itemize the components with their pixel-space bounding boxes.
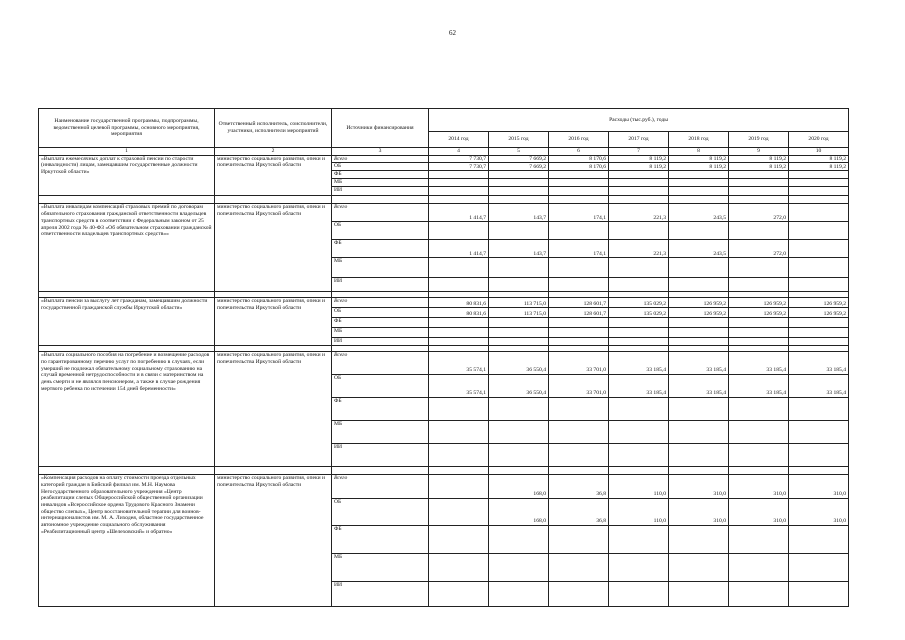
header-index: 9 (729, 148, 789, 156)
expense-value (429, 421, 489, 444)
expense-value (429, 444, 489, 467)
expense-value (429, 328, 489, 338)
spacer-cell (39, 467, 215, 475)
expense-value (489, 328, 549, 338)
funding-source: ИИ (332, 338, 429, 346)
expense-value (489, 526, 549, 554)
funding-source: Всего (332, 475, 429, 499)
header-index-row (39, 148, 849, 156)
expense-value: 36,8 (549, 499, 609, 526)
funding-source: ФБ (332, 171, 429, 179)
expense-value (729, 526, 789, 554)
expense-value (729, 187, 789, 196)
header-year: 2016 год (549, 132, 609, 148)
expense-value (789, 554, 849, 582)
spacer-cell (429, 467, 489, 475)
expense-value (429, 258, 489, 278)
spacer-cell (729, 196, 789, 204)
spacer-cell (429, 196, 489, 204)
executor: министерство социального развития, опеки и попечительства Иркутской области (215, 352, 332, 467)
spacer-cell (609, 467, 669, 475)
spacer-row (39, 196, 849, 204)
funding-source: ИИ (332, 444, 429, 467)
expense-value: 126 959,2 (669, 308, 729, 318)
expense-value (669, 582, 729, 607)
expense-value: 80 831,6 (429, 308, 489, 318)
expense-value (489, 398, 549, 421)
expense-value (429, 554, 489, 582)
header-index: 8 (669, 148, 729, 156)
expense-value: 310,0 (789, 499, 849, 526)
expense-value (429, 222, 489, 240)
expense-value (729, 421, 789, 444)
funding-source: МБ (332, 554, 429, 582)
expense-value: 1 414,7 (429, 204, 489, 222)
executor: министерство социального развития, опеки и попечительства Иркутской области (215, 204, 332, 292)
header-index: 10 (789, 148, 849, 156)
expense-value (489, 179, 549, 187)
expense-value: 143,7 (489, 240, 549, 258)
spacer-cell (215, 196, 332, 204)
spacer-cell (39, 196, 215, 204)
header-executor: Ответственный исполнитель, соисполнители, участники, исполнители мероприятий (215, 109, 332, 148)
spacer-row (39, 467, 849, 475)
expense-value (789, 398, 849, 421)
expense-value (549, 582, 609, 607)
expense-value: 126 959,2 (669, 298, 729, 308)
expense-value (549, 421, 609, 444)
expense-value (489, 582, 549, 607)
expense-value: 143,7 (489, 204, 549, 222)
expense-value: 272,0 (729, 240, 789, 258)
expense-value: 8 119,2 (789, 155, 849, 163)
expense-value: 310,0 (729, 499, 789, 526)
funding-source: Всего (332, 352, 429, 375)
expense-value (669, 398, 729, 421)
expense-value (429, 318, 489, 328)
expense-value: 35 574,1 (429, 352, 489, 375)
header-index: 4 (429, 148, 489, 156)
header-year: 2020 год (789, 132, 849, 148)
expense-value (789, 421, 849, 444)
expense-value: 310,0 (789, 475, 849, 499)
expense-value: 243,5 (669, 204, 729, 222)
expense-value (429, 526, 489, 554)
expense-value (729, 398, 789, 421)
spacer-cell (669, 467, 729, 475)
expense-value: 126 959,2 (789, 308, 849, 318)
expense-value (489, 171, 549, 179)
measure-name: «Компенсация расходов на оплату стоимости проезда отдельных категорий граждан в Бийский филиал им. М.Н. Наумова Негосударственного образовательного учреждения «Центр реабилитации слепых Общероссийской общественной организации инвалидов «Всероссийское ордена Трудового Красного Знамени общество слепых», Центр восстановительной терапии для воинов-интернационалистов им. М. А. Лиходея, областное государственное автономное учреждение социального обслуживания «Реабилитационный центр «Шелеховский» и обратно» (39, 475, 215, 607)
funding-source: МБ (332, 328, 429, 338)
header-index: 2 (215, 148, 332, 156)
expense-value (669, 179, 729, 187)
executor: министерство социального развития, опеки и попечительства Иркутской области (215, 475, 332, 607)
table-row (39, 204, 849, 222)
header-index: 1 (39, 148, 215, 156)
expense-value (789, 318, 849, 328)
expense-value: 8 170,6 (549, 163, 609, 171)
funding-source: Всего (332, 155, 429, 163)
expense-value: 33 185,4 (669, 375, 729, 398)
spacer-cell (489, 467, 549, 475)
expense-value (669, 187, 729, 196)
expense-value (609, 554, 669, 582)
expense-value (669, 222, 729, 240)
expense-value (549, 171, 609, 179)
expense-value: 126 959,2 (729, 308, 789, 318)
expense-value (789, 204, 849, 222)
expense-value (549, 554, 609, 582)
expense-value (729, 582, 789, 607)
expense-value (729, 179, 789, 187)
funding-source: ИИ (332, 582, 429, 607)
header-name: Наименование государственной программы, подпрограммы, ведомственной целевой программы, основного мероприятия, мероприятия (39, 109, 215, 148)
expense-value (429, 187, 489, 196)
expense-value (789, 179, 849, 187)
expense-value (489, 258, 549, 278)
expense-value: 8 119,2 (669, 155, 729, 163)
expense-value: 110,0 (609, 499, 669, 526)
expense-value (669, 278, 729, 292)
expense-value: 7 730,7 (429, 155, 489, 163)
expense-value (669, 318, 729, 328)
expense-value (669, 338, 729, 346)
header-index: 6 (549, 148, 609, 156)
header-year: 2019 год (729, 132, 789, 148)
table-row (39, 298, 849, 308)
expense-value (729, 258, 789, 278)
expense-value (549, 328, 609, 338)
expense-value (789, 338, 849, 346)
header-row-1 (39, 109, 849, 132)
measure-name: «Выплата ежемесячных доплат к страховой пенсии по старости (инвалидности) лицам, замещавшим государственные должности Иркутской области» (39, 155, 215, 196)
expense-value (729, 278, 789, 292)
table-row (39, 475, 849, 499)
expense-value (729, 554, 789, 582)
funding-source: МБ (332, 179, 429, 187)
expense-value: 7 669,2 (489, 155, 549, 163)
expense-value (489, 222, 549, 240)
funding-source: ФБ (332, 318, 429, 328)
expense-value: 174,1 (549, 240, 609, 258)
expense-value: 135 029,2 (609, 298, 669, 308)
expense-value (789, 240, 849, 258)
expense-value: 80 831,6 (429, 298, 489, 308)
expense-value (429, 582, 489, 607)
executor: министерство социального развития, опеки и попечительства Иркутской области (215, 155, 332, 196)
expense-value (609, 328, 669, 338)
expense-value: 7 669,2 (489, 163, 549, 171)
expense-value: 135 029,2 (609, 308, 669, 318)
funding-source: ИИ (332, 278, 429, 292)
expense-value (669, 421, 729, 444)
expense-value: 243,5 (669, 240, 729, 258)
table-body (39, 155, 849, 606)
funding-source: ФБ (332, 240, 429, 258)
expense-value (789, 187, 849, 196)
header-expenses: Расходы (тыс.руб.), годы (429, 109, 849, 132)
expense-value (789, 258, 849, 278)
spacer-cell (332, 467, 429, 475)
expense-value (429, 179, 489, 187)
funding-source: Всего (332, 204, 429, 222)
expense-value: 310,0 (669, 499, 729, 526)
spacer-cell (789, 196, 849, 204)
measure-name: «Выплата инвалидам компенсаций страховых премий по договорам обязательного страхования гражданской ответственности владельцев транспортных средств в соответствии с Федеральным законом от 25 апреля 2002 года № 40-ФЗ «Об обязательном страховании гражданской ответственности владельцев транспортных средств»» (39, 204, 215, 292)
expense-value (609, 278, 669, 292)
expense-value (669, 444, 729, 467)
expense-value (789, 526, 849, 554)
expense-value (789, 278, 849, 292)
expense-value: 8 119,2 (729, 163, 789, 171)
header-source: Источники финансирования (332, 109, 429, 148)
expense-value: 33 185,4 (789, 375, 849, 398)
header-index: 3 (332, 148, 429, 156)
expense-value (549, 258, 609, 278)
funding-source: ОБ (332, 163, 429, 171)
page-number: 62 (449, 29, 456, 37)
expense-value (669, 171, 729, 179)
expense-value (729, 338, 789, 346)
expense-value: 8 119,2 (669, 163, 729, 171)
expense-value (489, 338, 549, 346)
expense-value: 8 170,6 (549, 155, 609, 163)
expense-value (669, 328, 729, 338)
expense-value: 33 185,4 (729, 375, 789, 398)
expense-value (669, 526, 729, 554)
expense-value: 128 601,7 (549, 308, 609, 318)
expense-value (729, 328, 789, 338)
expense-value (609, 222, 669, 240)
expenses-table (38, 108, 849, 607)
spacer-cell (332, 196, 429, 204)
expense-value: 168,0 (489, 499, 549, 526)
expense-value (549, 338, 609, 346)
expense-value: 35 574,1 (429, 375, 489, 398)
expense-value (489, 444, 549, 467)
funding-source: ОБ (332, 222, 429, 240)
expense-value (669, 258, 729, 278)
expense-value: 8 119,2 (609, 155, 669, 163)
spacer-cell (489, 196, 549, 204)
expense-value: 113 715,0 (489, 298, 549, 308)
expense-value: 126 959,2 (789, 298, 849, 308)
header-index: 5 (489, 148, 549, 156)
expense-value (489, 187, 549, 196)
expense-value: 8 119,2 (789, 163, 849, 171)
header-year: 2017 год (609, 132, 669, 148)
expense-value: 168,0 (489, 475, 549, 499)
spacer-cell (609, 196, 669, 204)
measure-name: «Выплата социального пособия на погребение и возмещение расходов по гарантированному перечню услуг по погребению в случаях, если умерший не подлежал обязательному социальному страхованию на случай временной нетрудоспособности и в связи с материнством на день смерти и не являлся пенсионером, а также в случае рождения мертвого ребенка по истечении 154 дней беременности» (39, 352, 215, 467)
spacer-cell (549, 196, 609, 204)
funding-source: ФБ (332, 526, 429, 554)
expense-value (429, 398, 489, 421)
expense-value (609, 258, 669, 278)
expense-value (609, 338, 669, 346)
expense-value (429, 171, 489, 179)
expense-value (609, 421, 669, 444)
expense-value: 33 185,4 (789, 352, 849, 375)
expense-value: 36 550,4 (489, 352, 549, 375)
expense-value (669, 554, 729, 582)
expense-value: 128 601,7 (549, 298, 609, 308)
funding-source: ОБ (332, 499, 429, 526)
expense-value: 221,3 (609, 240, 669, 258)
spacer-cell (549, 467, 609, 475)
expense-value: 310,0 (729, 475, 789, 499)
measure-name: «Выплата пенсии за выслугу лет гражданам, замещавшим должности государственной гражданской службы Иркутской области» (39, 298, 215, 346)
expense-value: 33 185,4 (609, 352, 669, 375)
spacer-cell (729, 467, 789, 475)
expense-value: 33 701,0 (549, 352, 609, 375)
expense-value (609, 398, 669, 421)
expense-value (489, 278, 549, 292)
expense-value (549, 222, 609, 240)
expense-value: 33 185,4 (729, 352, 789, 375)
funding-source: МБ (332, 258, 429, 278)
spacer-cell (789, 467, 849, 475)
expense-value (549, 318, 609, 328)
spacer-cell (669, 196, 729, 204)
expense-value: 221,3 (609, 204, 669, 222)
expense-value: 33 185,4 (669, 352, 729, 375)
expense-value (729, 444, 789, 467)
header-index: 7 (609, 148, 669, 156)
expense-value: 310,0 (669, 475, 729, 499)
expense-value (429, 338, 489, 346)
expense-value (729, 222, 789, 240)
expense-value: 36 550,4 (489, 375, 549, 398)
expense-value (549, 444, 609, 467)
expense-value: 8 119,2 (609, 163, 669, 171)
funding-source: ИИ (332, 187, 429, 196)
expense-value (609, 444, 669, 467)
expense-value: 8 119,2 (729, 155, 789, 163)
expense-value (549, 526, 609, 554)
expense-value (489, 554, 549, 582)
expense-value: 272,0 (729, 204, 789, 222)
funding-source: ОБ (332, 375, 429, 398)
expense-value (609, 318, 669, 328)
expense-value (549, 278, 609, 292)
expense-value (429, 499, 489, 526)
expense-value (789, 328, 849, 338)
expense-value (609, 582, 669, 607)
expense-value: 126 959,2 (729, 298, 789, 308)
expense-value (609, 187, 669, 196)
executor: министерство социального развития, опеки и попечительства Иркутской области (215, 298, 332, 346)
spacer-cell (215, 467, 332, 475)
expense-value (549, 187, 609, 196)
expense-value (789, 171, 849, 179)
expense-value: 1 414,7 (429, 240, 489, 258)
expense-value: 33 701,0 (549, 375, 609, 398)
expense-value (549, 398, 609, 421)
expense-value (789, 444, 849, 467)
table-row (39, 352, 849, 375)
expense-value (609, 526, 669, 554)
expense-value (429, 278, 489, 292)
expense-value: 110,0 (609, 475, 669, 499)
expense-value: 33 185,4 (609, 375, 669, 398)
funding-source: ОБ (332, 308, 429, 318)
expense-value (789, 222, 849, 240)
expense-value (729, 171, 789, 179)
table-row (39, 155, 849, 163)
header-year: 2014 год (429, 132, 489, 148)
expense-value (489, 318, 549, 328)
expense-value: 174,1 (549, 204, 609, 222)
expense-value: 7 730,7 (429, 163, 489, 171)
funding-source: ФБ (332, 398, 429, 421)
expense-value: 113 715,0 (489, 308, 549, 318)
funding-source: МБ (332, 421, 429, 444)
expense-value (789, 582, 849, 607)
funding-source: Всего (332, 298, 429, 308)
expense-value (549, 179, 609, 187)
expense-value (609, 179, 669, 187)
expense-value (489, 421, 549, 444)
header-year: 2018 год (669, 132, 729, 148)
expense-value (729, 318, 789, 328)
expense-value (609, 171, 669, 179)
expense-value: 36,8 (549, 475, 609, 499)
header-year: 2015 год (489, 132, 549, 148)
expense-value (429, 475, 489, 499)
